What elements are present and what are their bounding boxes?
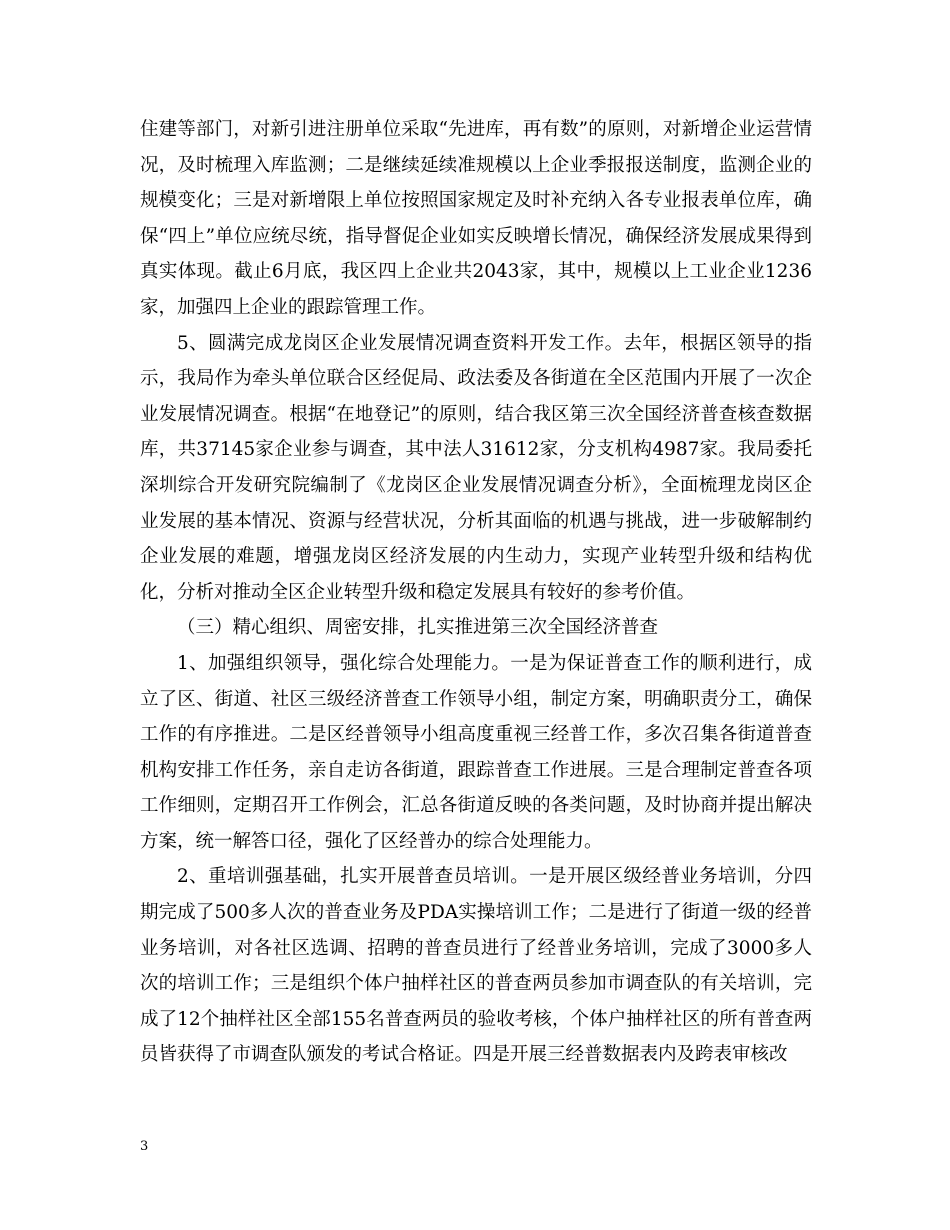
paragraph-continuation: 住建等部门，对新引进注册单位采取“先进库，再有数”的原则，对新增企业运营情况，及时梳理入库监测；二是继续延续准规模以上企业季报报送制度，监测企业的规模变化；三是对新增限上单位按照国家规定及时补充纳入各专业报表单位库，确保“四上”单位应统尽统，指导督促企业如实反映增长情况，确保经济发展成果得到真实体现。截止6月底，我区四上企业共2043家，其中，规模以上工业企业1236家，加强四上企业的跟踪管理工作。 [140, 119, 812, 318]
document-body [140, 112, 812, 1073]
section-heading-3: （三）精心组织、周密安排，扎实推进第三次全国经济普查 [177, 617, 659, 639]
paragraph-item-5: 5、圆满完成龙岗区企业发展情况调查资料开发工作。去年，根据区领导的指示，我局作为牵头单位联合区经促局、政法委及各街道在全区范围内开展了一次企业发展情况调查。根据“在地登记”的原则，结合我区第三次全国经济普查核查数据库，共37145家企业参与调查，其中法人31612家，分支机构4987家。我局委托深圳综合开发研究院编制了《龙岗区企业发展情况调查分析》，全面梳理龙岗区企业发展的基本情况、资源与经营状况，分析其面临的机遇与挑战，进一步破解制约企业发展的难题，增强龙岗区经济发展的内生动力，实现产业转型升级和结构优化，分析对推动全区企业转型升级和稳定发展具有较好的参考价值。 [140, 332, 812, 603]
page-number: 3 [140, 1139, 149, 1154]
paragraph-item-1: 1、加强组织领导，强化综合处理能力。一是为保证普查工作的顺利进行，成立了区、街道、社区三级经济普查工作领导小组，制定方案，明确职责分工，确保工作的有序推进。二是区经普领导小组高度重视三经普工作，多次召集各街道普查机构安排工作任务，亲自走访各街道，跟踪普查工作进展。三是合理制定普查各项工作细则，定期召开工作例会，汇总各街道反映的各类问题，及时协商并提出解决方案，统一解答口径，强化了区经普办的综合处理能力。 [140, 652, 812, 852]
paragraph-item-2: 2、重培训强基础，扎实开展普查员培训。一是开展区级经普业务培训，分四期完成了500多人次的普查业务及PDA实操培训工作；二是进行了街道一级的经普业务培训，对各社区选调、招聘的普查员进行了经普业务培训，完成了3000多人次的培训工作；三是组织个体户抽样社区的普查两员参加市调查队的有关培训，完成了12个抽样社区全部155名普查两员的验收考核，个体户抽样社区的所有普查两员皆获得了市调查队颁发的考试合格证。四是开展三经普数据表内及跨表审核改 [140, 866, 812, 1066]
